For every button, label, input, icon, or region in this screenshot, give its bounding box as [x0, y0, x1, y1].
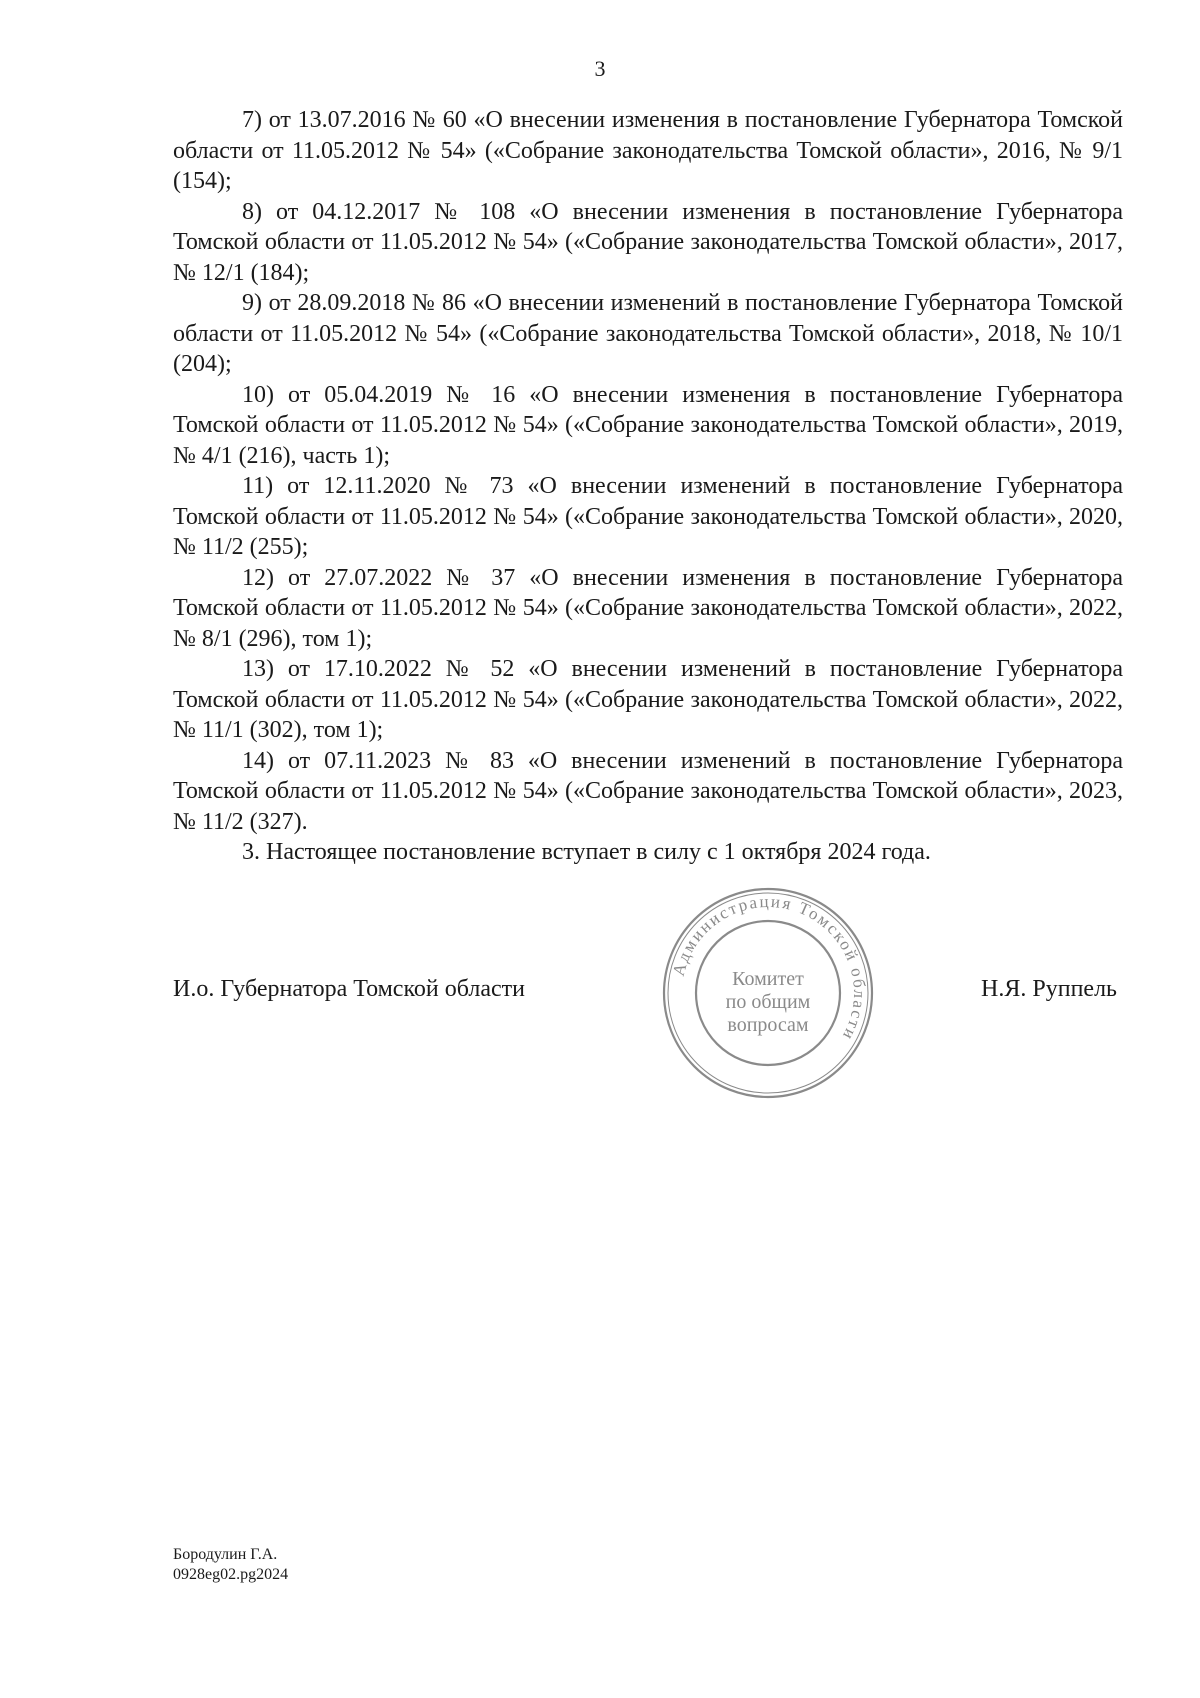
document-footer — [173, 1545, 288, 1585]
page-number: 3 — [594, 56, 606, 81]
seal-center-line: вопросам — [727, 1014, 809, 1036]
author-name: Бородулин Г.А. — [173, 1546, 278, 1563]
list-item — [173, 471, 1123, 563]
list-item-line: Томской области от 11.05.2012 № 54» («Собрание законодательства Томской — [173, 778, 959, 804]
list-item-line: области», 2017, № 12/1 (184); — [173, 229, 1123, 286]
list-item — [173, 746, 1123, 838]
list-item-line: 9) от 28.09.2018 № 86 «О внесении изменений в постановление Губернатора — [242, 290, 1031, 316]
list-item — [173, 654, 1123, 746]
seal-ring-text: Администрация Томской области — [668, 891, 870, 1045]
list-item-line: 14) от 07.11.2023 № 83 «О внесении изменений в постановление Губернатора — [242, 747, 1123, 774]
list-item-line: 13) от 17.10.2022 № 52 «О внесении изменений в постановление Губернатора — [242, 656, 1123, 682]
list-item-line: области», 2019, № 4/1 (216), часть 1); — [173, 412, 1123, 469]
list-item-line: области», 2018, № 10/1 (204); — [173, 320, 1123, 377]
official-seal — [657, 882, 879, 1104]
effective-date-clause: 3. Настоящее постановление вступает в силу с 1 октября 2024 года. — [242, 839, 931, 865]
list-item-line: области», 2023, № 11/2 (327). — [173, 778, 1123, 835]
list-item-line: области», 2022, № 11/1 (302), том 1); — [173, 686, 1123, 743]
list-item-line: области», 2020, № 11/2 (255); — [173, 503, 1123, 560]
list-item-line: Томской области от 11.05.2012 № 54» («Собрание законодательства Томской — [173, 595, 959, 621]
signature-block — [173, 976, 1123, 1016]
list-item-line: Томской области от 11.05.2012 № 54» («Собрание законодательства Томской — [173, 290, 1123, 347]
signer-name: Н.Я. Руппель — [981, 976, 1117, 1002]
list-item-line: области», 2022, № 8/1 (296), том 1); — [173, 595, 1123, 652]
file-code: 0928eg02.pg2024 — [173, 1566, 289, 1583]
seal-center-line: по общим — [725, 991, 811, 1013]
list-item-line: Томской области от 11.05.2012 № 54» («Собрание законодательства Томской — [173, 686, 959, 713]
signer-title: И.о. Губернатора Томской области — [173, 976, 525, 1002]
list-item-line: Томской области от 11.05.2012 № 54» («Собрание законодательства Томской — [173, 229, 959, 255]
list-item — [173, 197, 1123, 289]
seal-icon — [657, 882, 879, 1104]
list-item — [173, 380, 1123, 472]
list-item-line: Томской области от 11.05.2012 № 54» («Собрание законодательства Томской — [173, 503, 959, 530]
list-item-line: 7) от 13.07.2016 № 60 «О внесении изменения в постановление Губернатора — [242, 107, 1031, 133]
list-item-line: 10) от 05.04.2019 № 16 «О внесении изменения в постановление Губернатора — [242, 381, 1123, 408]
document-body — [173, 105, 1123, 868]
list-item — [173, 563, 1123, 655]
list-item-line: Томской области от 11.05.2012 № 54» («Собрание законодательства Томской — [173, 412, 959, 438]
seal-center-line: Комитет — [732, 968, 804, 990]
list-item — [173, 288, 1123, 380]
list-item-line: 8) от 04.12.2017 № 108 «О внесении изменения в постановление Губернатора — [242, 198, 1123, 225]
list-item-line: области», 2016, № 9/1 (154); — [173, 137, 1124, 194]
list-item-line: Томской области от 11.05.2012 № 54» («Собрание законодательства Томской — [173, 107, 1124, 164]
list-item-line: 12) от 27.07.2022 № 37 «О внесении изменения в постановление Губернатора — [242, 564, 1123, 591]
list-item-line: 11) от 12.11.2020 № 73 «О внесении изменений в постановление Губернатора — [242, 473, 1123, 499]
list-item — [173, 105, 1123, 197]
